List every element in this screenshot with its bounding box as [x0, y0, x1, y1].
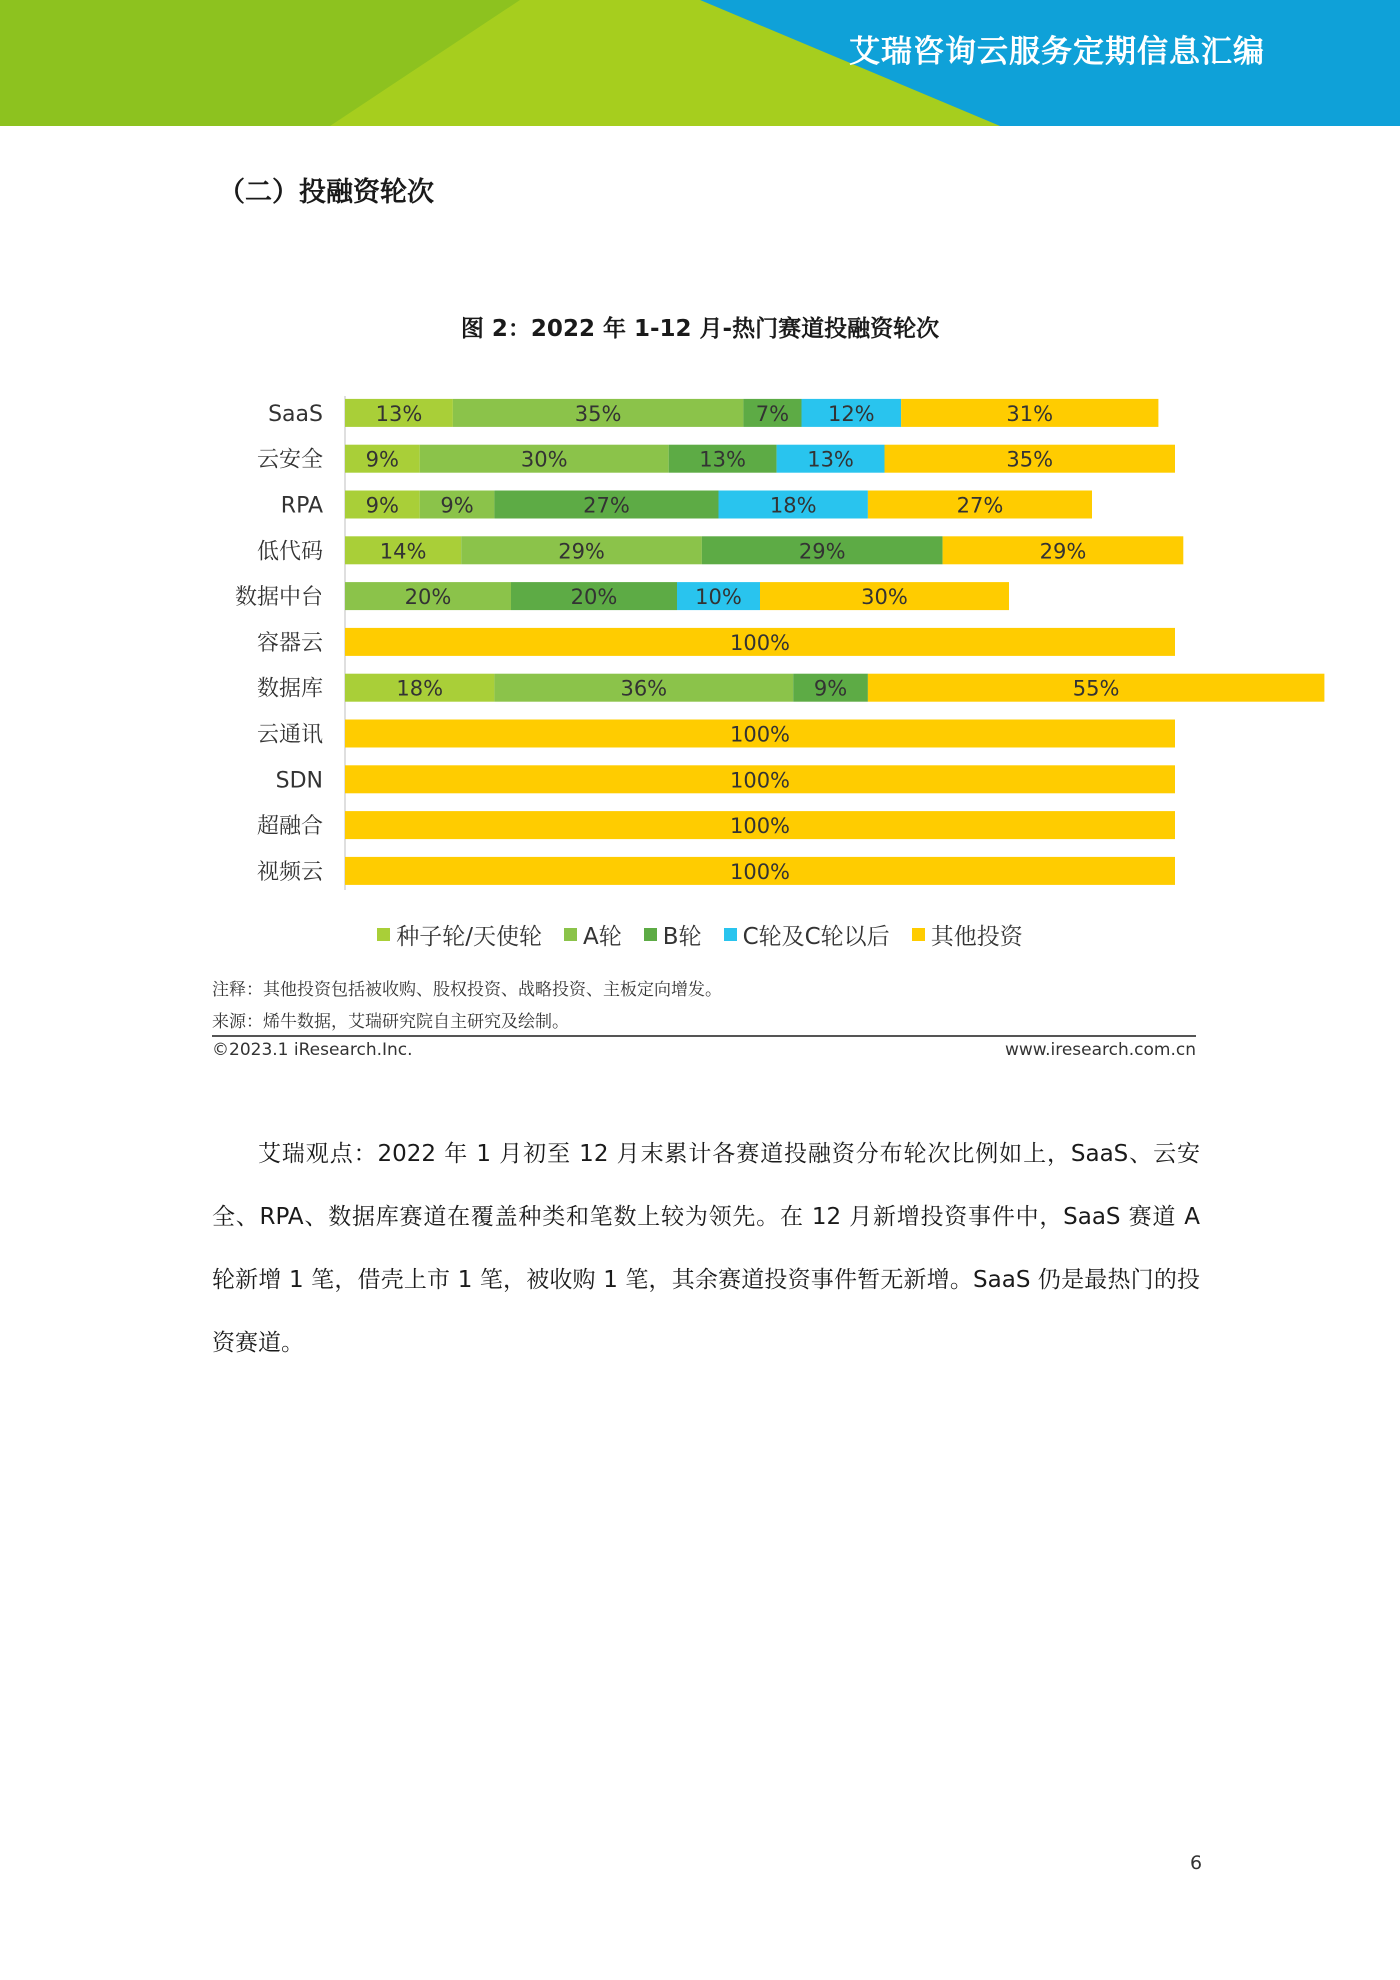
- legend-item: [644, 918, 702, 951]
- analysis-paragraph: 艾瑞观点：2022 年 1 月初至 12 月末累计各赛道投融资分布轮次比例如上，SaaS、云安全、RPA、数据库赛道在覆盖种类和笔数上较为领先。在 12 月新增投资事件中，SaaS 赛道 A 轮新增 1 笔，借壳上市 1 笔，被收购 1 笔，其余赛道投资事件暂无新增。SaaS 仍是最热门的投资赛道。: [212, 1141, 1200, 1356]
- data-label: 27%: [956, 493, 1004, 518]
- legend-label: 其他投资: [930, 924, 1023, 950]
- legend-item: [377, 918, 542, 951]
- page-header-banner: [0, 0, 1400, 126]
- category-label: 超融合: [256, 814, 323, 840]
- section-heading: （二）投融资轮次: [218, 177, 434, 208]
- legend-swatch: [912, 928, 925, 941]
- legend-item: [724, 918, 890, 951]
- data-label: 29%: [1039, 539, 1087, 564]
- data-label: 31%: [1006, 401, 1054, 426]
- data-label: 27%: [583, 493, 630, 518]
- data-label: 13%: [375, 401, 423, 426]
- header-title: 艾瑞咨询云服务定期信息汇编: [849, 34, 1265, 70]
- stacked-bar-chart: [0, 370, 1400, 890]
- data-label: 100%: [729, 814, 791, 839]
- legend-item: [912, 918, 1023, 951]
- legend-label: B轮: [662, 924, 702, 950]
- chart-title: 图 2：2022 年 1-12 月-热门赛道投融资轮次: [460, 316, 940, 342]
- chart-legend: [0, 918, 1400, 951]
- data-label: 9%: [813, 676, 848, 701]
- data-label: 30%: [861, 585, 908, 610]
- legend-label: A轮: [583, 924, 622, 950]
- data-label: 36%: [620, 676, 668, 701]
- data-label: 29%: [558, 539, 605, 564]
- category-label: RPA: [280, 493, 323, 519]
- data-label: 100%: [729, 859, 791, 884]
- data-label: 13%: [807, 447, 854, 472]
- legend-item: [564, 918, 622, 951]
- legend-swatch: [377, 928, 390, 941]
- data-label: 29%: [798, 539, 846, 564]
- category-label: 数据库: [256, 676, 323, 702]
- data-label: 55%: [1072, 676, 1120, 701]
- legend-label: 种子轮/天使轮: [396, 924, 543, 950]
- data-label: 35%: [574, 401, 622, 426]
- data-label: 9%: [365, 447, 400, 472]
- data-label: 9%: [440, 493, 474, 518]
- legend-swatch: [564, 928, 577, 941]
- data-label: 10%: [695, 585, 742, 610]
- footer-divider: [212, 1035, 1196, 1037]
- data-label: 35%: [1006, 447, 1054, 472]
- data-label: 100%: [729, 630, 791, 655]
- data-label: 20%: [404, 585, 452, 610]
- page-number: 6: [1190, 1852, 1203, 1874]
- data-label: 20%: [570, 585, 618, 610]
- data-label: 14%: [379, 539, 427, 564]
- data-label: 100%: [729, 768, 791, 793]
- category-label: 低代码: [256, 539, 323, 565]
- category-label: SDN: [275, 768, 323, 794]
- category-label: 数据中台: [234, 585, 323, 611]
- website-link[interactable]: www.iresearch.com.cn: [1004, 1040, 1196, 1060]
- legend-label: C轮及C轮以后: [742, 924, 890, 950]
- category-label: 容器云: [256, 630, 323, 656]
- chart-note: 注释：其他投资包括被收购、股权投资、战略投资、主板定向增发。: [212, 980, 722, 1000]
- category-label: SaaS: [268, 401, 323, 427]
- data-label: 30%: [520, 447, 568, 472]
- data-label: 100%: [729, 722, 791, 747]
- data-label: 18%: [769, 493, 817, 518]
- data-label: 13%: [699, 447, 746, 472]
- chart-source: 来源：烯牛数据，艾瑞研究院自主研究及绘制。: [212, 1012, 569, 1032]
- category-label: 云安全: [256, 447, 323, 473]
- legend-swatch: [644, 928, 657, 941]
- copyright: ©2023.1 iResearch.Inc.: [212, 1040, 413, 1060]
- data-label: 7%: [755, 401, 790, 426]
- legend-swatch: [724, 928, 737, 941]
- data-label: 18%: [396, 676, 444, 701]
- category-label: 视频云: [256, 859, 323, 885]
- category-label: 云通讯: [256, 722, 323, 748]
- data-label: 12%: [827, 401, 875, 426]
- data-label: 9%: [365, 493, 400, 518]
